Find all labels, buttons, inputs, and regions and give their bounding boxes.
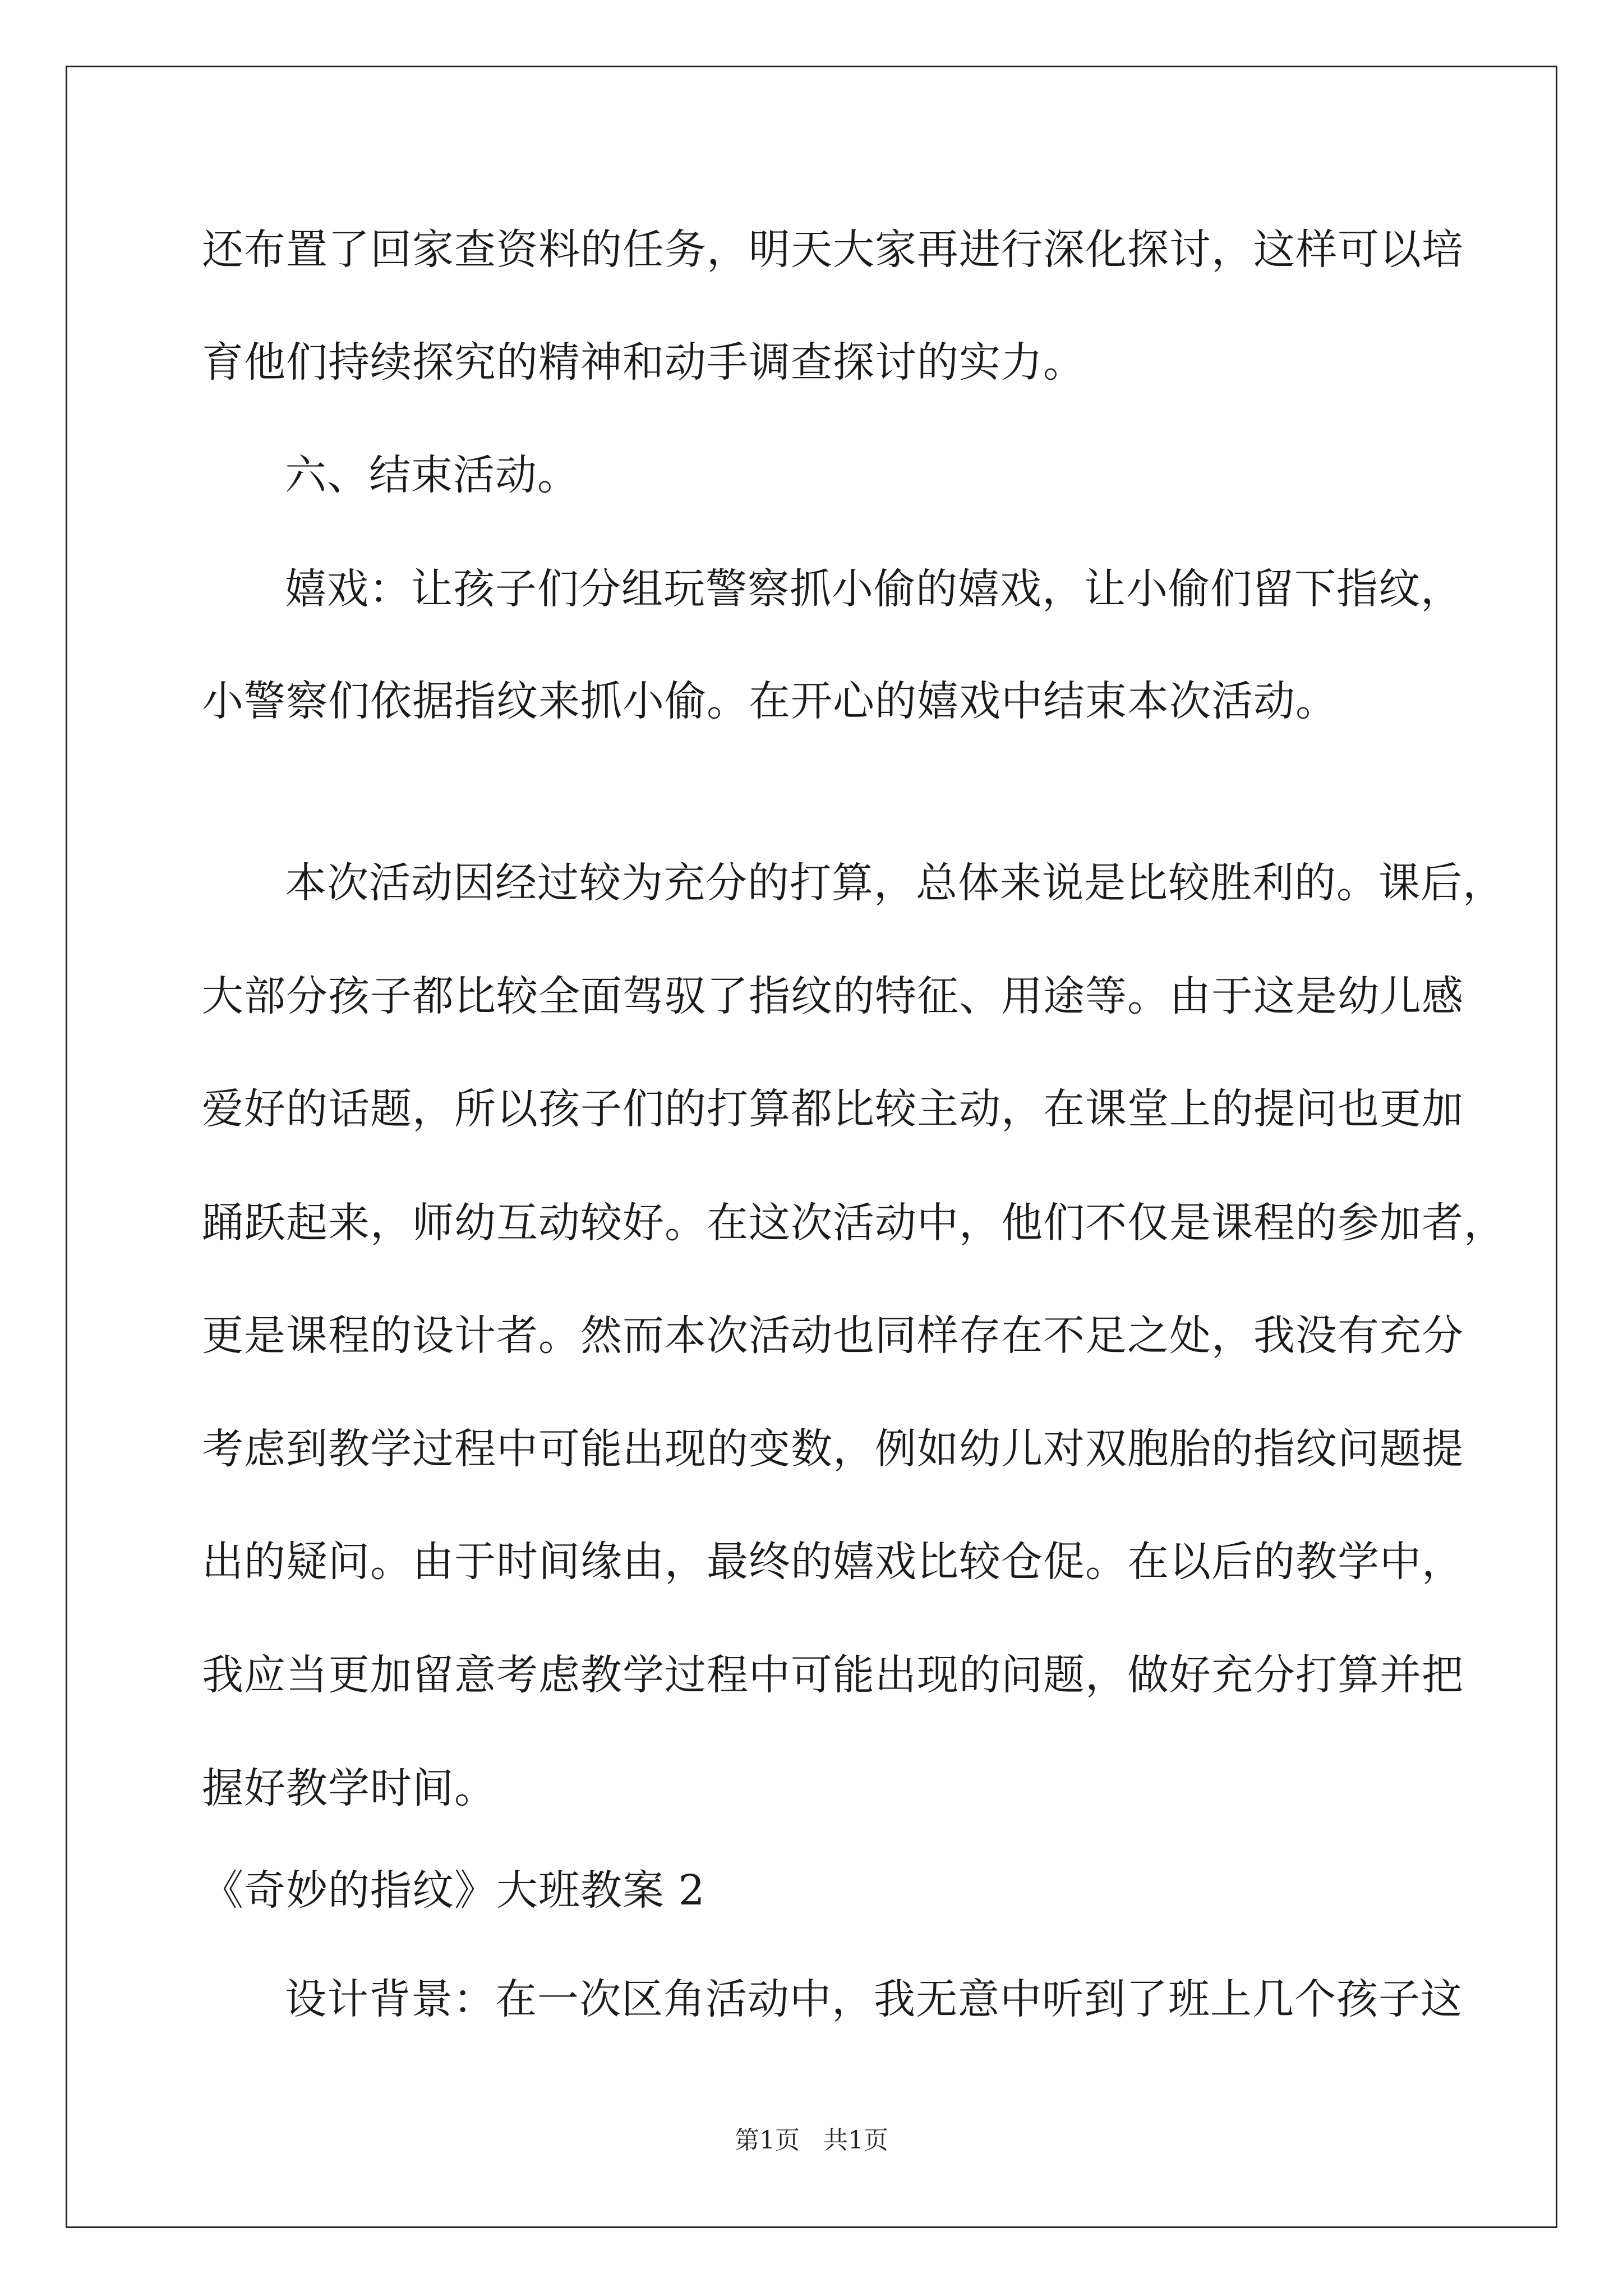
- text-line: 还布置了回家查资料的任务，明天大家再进行深化探讨，这样可以培: [202, 226, 1464, 274]
- text-line: 踊跃起来，师幼互动较好。在这次活动中，他们不仅是课程的参加者，: [202, 1199, 1506, 1247]
- text-line: 考虑到教学过程中可能出现的变数，例如幼儿对双胞胎的指纹问题提: [202, 1425, 1464, 1473]
- text-line: 更是课程的设计者。然而本次活动也同样存在不足之处，我没有充分: [202, 1312, 1464, 1360]
- text-line: 嬉戏：让孩子们分组玩警察抓小偷的嬉戏，让小偷们留下指纹，: [285, 565, 1463, 613]
- text-line: 我应当更加留意考虑教学过程中可能出现的问题，做好充分打算并把: [202, 1651, 1464, 1699]
- text-line: 大部分孩子都比较全面驾驭了指纹的特征、用途等。由于这是幼儿感: [202, 972, 1464, 1020]
- text-line: 爱好的话题，所以孩子们的打算都比较主动，在课堂上的提问也更加: [202, 1085, 1464, 1133]
- text-line: 设计背景：在一次区角活动中，我无意中听到了班上几个孩子这: [285, 1975, 1463, 2023]
- text-line: 本次活动因经过较为充分的打算，总体来说是比较胜利的。课后，: [285, 859, 1505, 907]
- lesson-title: 《奇妙的指纹》大班教案 2: [202, 1866, 706, 1915]
- section-heading: 六、结束活动。: [285, 451, 579, 499]
- text-line: 握好教学时间。: [202, 1764, 496, 1812]
- page-footer: 第1页 共1页: [735, 2126, 888, 2155]
- text-line: 育他们持续探究的精神和动手调查探讨的实力。: [202, 338, 1085, 386]
- text-line: 出的疑问。由于时间缘由，最终的嬉戏比较仓促。在以后的教学中，: [202, 1538, 1464, 1586]
- text-line: 小警察们依据指纹来抓小偷。在开心的嬉戏中结束本次活动。: [202, 677, 1338, 725]
